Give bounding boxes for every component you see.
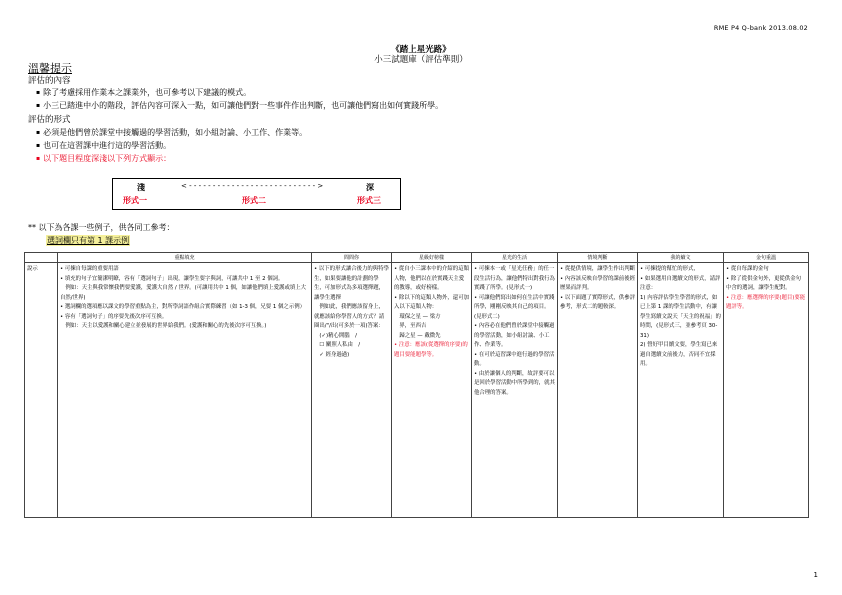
difficulty-scale — [112, 178, 401, 210]
row-label: 說示 — [25, 263, 58, 518]
cell-line: • 從自小三課本中的介紹的這類人物，他們以在於實踐天主愛的教導，或好榜樣。 — [394, 266, 469, 291]
form-item: ▪ 必須是他們曾於課堂中接觸過的學習活動，如小組討論、小工作、作業等。 — [36, 127, 307, 138]
table-header: 金句重溫 — [724, 253, 809, 263]
document-reference: RME P4 Q-bank 2013.08.02 — [713, 24, 808, 32]
cell-line: • 除以下的這類人物外，還可加入以下這類人物： — [394, 294, 469, 310]
cell-line: (✓)精心開腦 / — [314, 332, 357, 339]
table-header: 星級好榜樣 — [392, 253, 472, 263]
scale-arrow: < - - - - - - - - - - - - - - - - - - - - - - - - - - - > — [181, 182, 324, 190]
table-header — [25, 253, 58, 263]
cell-ask-you — [312, 263, 392, 518]
document-title: 《踏上星光路》 — [391, 45, 451, 55]
table-header: 重點填充 — [58, 253, 312, 263]
cell-role-model — [392, 263, 472, 518]
table-header-row — [25, 253, 809, 263]
cell-line: 例如此，我們應該留身上，就應該給你學習人的方式？請圈出/"/出(可多於一項)答案： — [314, 304, 385, 329]
scale-form-3: 形式三 — [357, 196, 381, 205]
cell-line: • 可讓他們寫出如何在生活中實踐所學，剛剛反映其自己的項目。(見形式二) — [474, 294, 555, 320]
cell-golden-verse — [724, 263, 809, 518]
cell-line: • 以下的形式讓合後力的與特學生，如果要讓他的計劃的學生，可加形式為多項選擇題，讓學生選擇 — [314, 266, 389, 301]
scale-deep: 深 — [366, 183, 374, 192]
cell-line: • 從提供情境，讓學生作出判斷 — [560, 266, 635, 272]
cell-line: • 可揀自每課的重要用語 — [60, 266, 119, 272]
cell-situation — [558, 263, 638, 518]
criteria-table — [24, 252, 809, 518]
table-header: 情境判斷 — [558, 253, 638, 263]
content-item: ▪ 小三已踏進中小的階段，評估內容可深入一點，如可讓他們對一些事件作出判斷，也可讓他們寫出如何實踐所學。 — [36, 100, 443, 111]
cell-line: ☐ 關照人私由 / — [314, 342, 361, 348]
cell-line: • 以下面題了實際形式，供參評參考，形式二的題較深。 — [560, 294, 635, 310]
scale-form-2: 形式二 — [242, 196, 266, 205]
cell-line: 界，至西吉 — [394, 323, 427, 329]
cell-line: 例如：天主以愛護和關心建立並發展的世界給我們。(愛護和關心的先後次序可互換。) — [60, 323, 267, 329]
cell-key-fill — [58, 263, 312, 518]
cell-line: • 如果選用自選續文的形式，請評注意： — [640, 275, 721, 291]
cell-line: 例如：天主與我常懷我們要愛護，愛護大自然 / 世界。(可讓用共中 1 個，如讓他們填上愛護或填上大自然/世界) — [60, 285, 307, 301]
cell-line: • 選詞欄的選項應以課文的學習重點為主，對所學詞語作組合實際練習（如 1-3 個，兄要 1 個之示例） — [60, 304, 305, 310]
form-item: ▪ 也可在這習課中進行這的學習活動。 — [36, 140, 171, 151]
highlighted-note: 選詞欄只有第 1 課示例 — [47, 236, 130, 245]
document-subtitle: 小三試題庫（評估準則） — [374, 55, 468, 65]
cell-line: • 內容該反映自學習的課前後經歷果而評判。 — [560, 275, 635, 291]
cell-line: • 在可於這習課中進行過的學習活動。 — [474, 351, 555, 367]
cell-line: • 容有「選詞句子」的序要先後次序可互換。 — [60, 313, 168, 320]
cell-line: • 內容必在他們曾於課堂中接觸過的學習活動，如小組討論、小工作、作業等。 — [474, 323, 555, 348]
content-item: ▪ 除了考慮採用作業本之課業外，也可參考以下建議的模式。 — [36, 87, 251, 98]
cell-line: • 注意：應該(從選擇的序要)的題目要能題學等。 — [394, 342, 468, 358]
cell-line: • 注意：應選擇的序要(題目)要能題評等。 — [726, 294, 806, 310]
page-number: 1 — [813, 571, 818, 579]
cell-continuation — [638, 263, 724, 518]
cell-line: • 由於讓個人的判斷，故評要可以是回於學習活動中所學到的，就其他合理的答案。 — [474, 370, 555, 396]
table-header: 星光的生活 — [472, 253, 558, 263]
reminder-heading: 溫馨提示 — [28, 62, 72, 75]
cell-line: • 填充的句子宜簡潔明瞭，容有「選詞句子」出現，讓學生要字與詞，可讓共中 1 至 2 個詞。 — [60, 275, 284, 282]
cell-line: 環保之星 — 梁方 — [394, 313, 441, 320]
examples-note: ** 以下為各課一些例子，供各同工參考： — [28, 223, 175, 232]
cell-line: 歸之星 — 戴微先 — [394, 332, 441, 339]
cell-line: • 從自每課的金句 — [726, 266, 769, 272]
cell-line: • 可揀提的幫忙的形式， — [640, 266, 699, 272]
form-heading: 評估的形式 — [28, 115, 71, 125]
cell-line: 1) 內容評估學生學習的形式，如已上第 1 課的學生活動中，有讓學生寫續文說天「天主的祝福」的時問，(見形式三，並參考頁 30-31) — [640, 294, 721, 339]
scale-form-1: 形式一 — [123, 196, 147, 205]
scale-shallow: 淺 — [137, 183, 145, 192]
form-item-red: ▪ 以下題目程度深淺以下列方式顯示： — [36, 153, 171, 164]
cell-line: • 除了從供金句外，更從供金句中含的選詞，讓學生配對。 — [726, 275, 801, 291]
table-header: 問問你 — [312, 253, 392, 263]
cell-line: • 可揀本一或「星光任務」的任一段生活行為，讓他們特出對我行為實踐了所學。(見形式一) — [474, 266, 555, 291]
cell-line: 2) 營好甲目續文要，學生寫已來過自選續文前後力，否同不宜採用。 — [640, 342, 718, 367]
table-header: 我的續文 — [638, 253, 724, 263]
cell-star-life — [472, 263, 558, 518]
cell-line: ✓ 經身過過) — [314, 351, 350, 358]
table-row — [25, 263, 809, 518]
content-heading: 評估的內容 — [28, 76, 71, 86]
